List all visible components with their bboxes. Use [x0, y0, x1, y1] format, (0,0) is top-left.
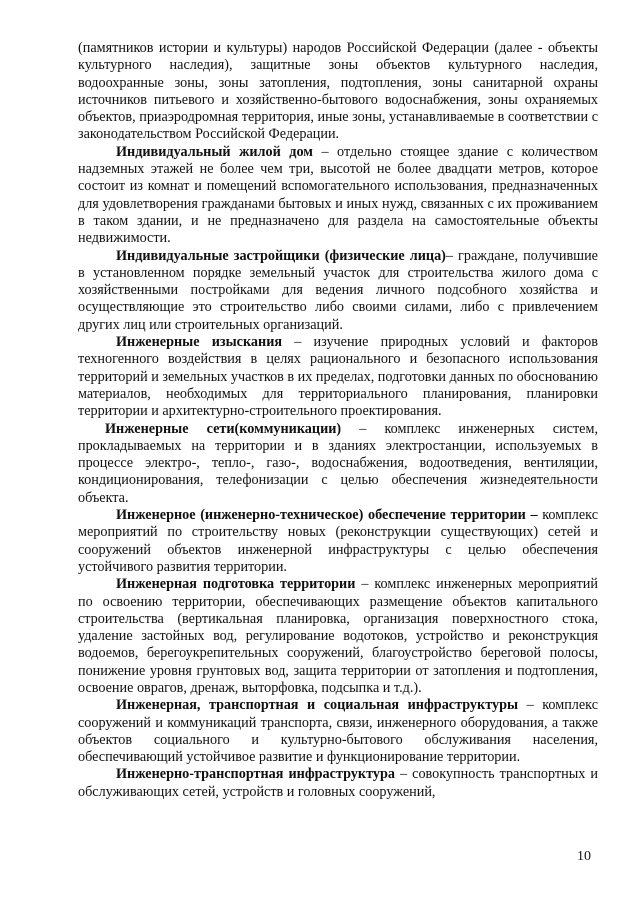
- definition-term: Индивидуальный жилой дом: [116, 143, 313, 160]
- definition-text: – комплекс инженерных систем, прокладываемых на территории и в зданиях электростанции, используемых в процессе электро-, тепло-, газо-, водоснабжения, водоотведения, вентиляции, кондиционирования, телефонизации с целью обеспечения жизнедеятельности объекта.: [78, 420, 598, 506]
- definition-text: – граждане, получившие в установленном порядке земельный участок для строительства жилого дома с хозяйственными постройками для ведения личного подсобного хозяйства и осуществляющие это строительство либо своими силами, либо с привлечением других лиц или строительных организаций.: [78, 247, 598, 333]
- definition-individual-developers: [78, 248, 598, 334]
- definition-text: – отдельно стоящее здание с количеством надземных этажей не более чем три, высотой не более двадцати метров, которое состоит из комнат и помещений вспомогательного использования, предназначенных для удовлетворения гражданами бытовых и иных нужд, связанных с их проживанием в таком здании, и не предназначено для раздела на самостоятельные объекты недвижимости.: [78, 143, 598, 247]
- definition-individual-house: [78, 144, 598, 248]
- definition-engineering-provision: [78, 507, 598, 576]
- definition-term: Индивидуальные застройщики (физические лица): [116, 247, 446, 264]
- definition-engineering-surveys: [78, 334, 598, 420]
- definition-term: Инженерная, транспортная и социальная инфраструктуры: [116, 697, 519, 714]
- definition-text: комплекс мероприятий по строительству новых (реконструкции существующих) сетей и сооружений объектов инженерной инфраструктуры с целью обеспечения устойчивого развития территории.: [78, 507, 599, 575]
- definition-term: Инженерно-транспортная инфраструктура: [116, 766, 395, 783]
- definition-infrastructure: [78, 697, 598, 766]
- paragraph-text: (памятников истории и культуры) народов Российской Федерации (далее - объекты культурного наследия), защитные зоны объектов культурного наследия, водоохранные зоны, зоны затопления, подтопления, зоны санитарной охраны источников питьевого и хозяйственно-бытового водоснабжения, зоны охраняемых объектов, приаэродромная территория, иные зоны, устанавливаемые в соответствии с законодательством Российской Федерации.: [78, 40, 598, 143]
- definition-term: Инженерное (инженерно-техническое) обеспечение территории –: [116, 507, 538, 524]
- definition-text: – комплекс инженерных мероприятий по освоению территории, обеспечивающих размещение объектов капитального строительства (вертикальная планировка, организация поверхностного стока, удаление застойных вод, регулирование водотоков, устройство и реконструкция водоемов, берегоукрепительных сооружений, благоустройство береговой полосы, понижение уровня грунтовых вод, защита территории от затопления и подтопления, освоение оврагов, дренаж, выторфовка, подсыпка и т.д.).: [78, 576, 598, 696]
- paragraph-continuation: [78, 40, 598, 144]
- definition-engineering-networks: [78, 421, 598, 507]
- definition-text: – комплекс сооружений и коммуникаций транспорта, связи, инженерного оборудования, а также объектов социального и культурно-бытового обслуживания населения, обеспечивающий устойчивое развитие и функционирование территории.: [78, 697, 598, 766]
- page-number: 10: [577, 849, 591, 864]
- document-page: [78, 40, 598, 801]
- definition-term: Инженерная подготовка территории: [116, 576, 356, 593]
- definition-term: Инженерные изыскания: [116, 334, 283, 351]
- definition-term: Инженерные сети(коммуникации): [105, 420, 342, 437]
- definition-text: – изучение природных условий и факторов техногенного воздействия в целях рационального и безопасного использования территорий и земельных участков в их пределах, подготовки данных по обоснованию материалов, необходимых для территориального планирования, планировки территории и архитектурно-строительного проектирования.: [78, 334, 598, 420]
- definition-engineering-preparation: [78, 576, 598, 697]
- definition-engineering-transport-infrastructure: [78, 766, 598, 801]
- definition-text: – совокупность транспортных и обслуживающих сетей, устройств и головных сооружений,: [78, 766, 598, 800]
